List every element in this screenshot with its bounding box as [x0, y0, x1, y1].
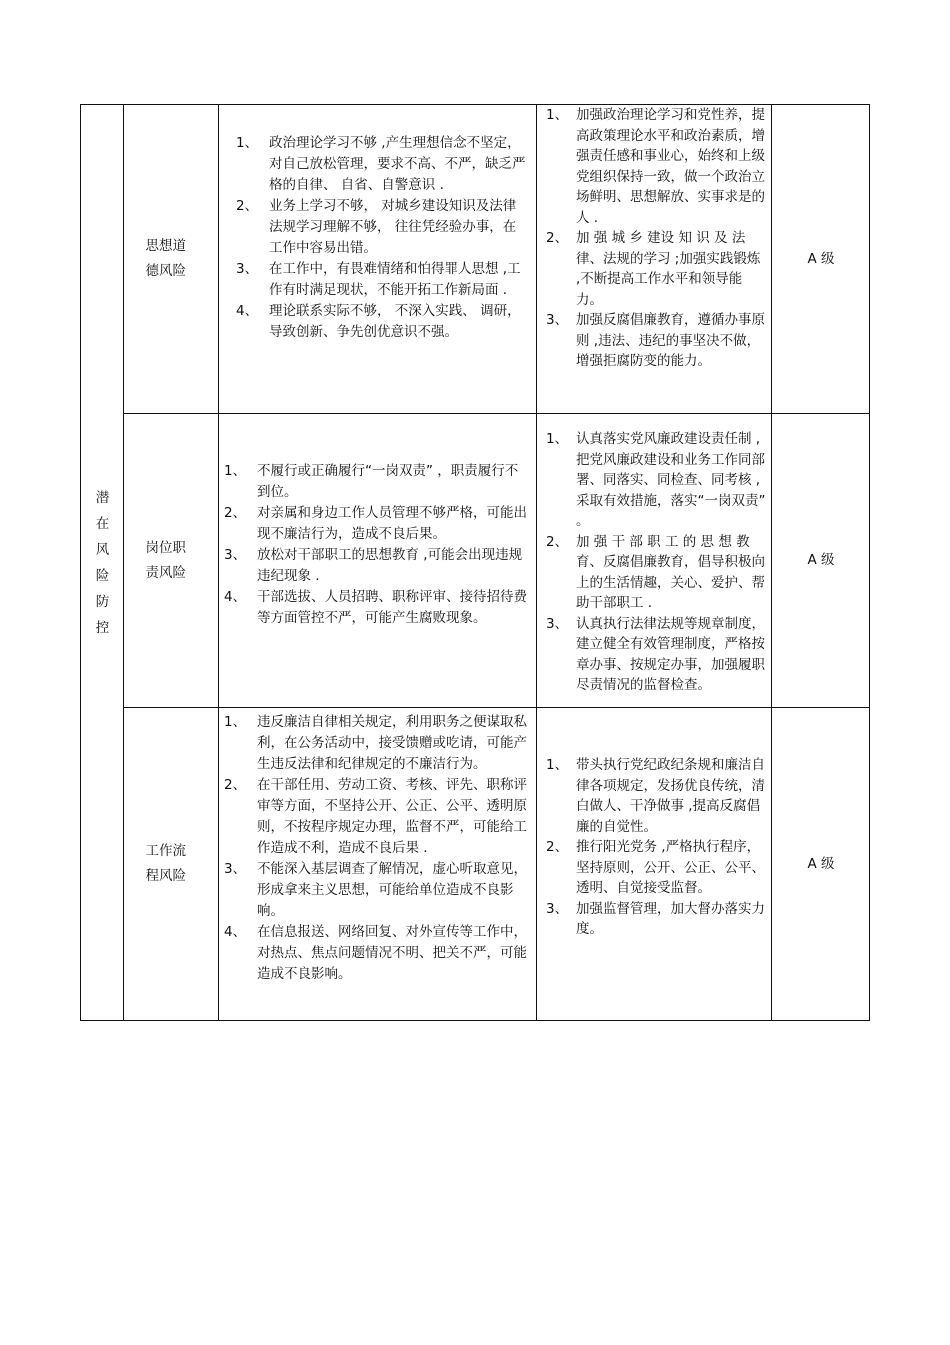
- item-number: 3、: [546, 312, 569, 328]
- measure-cell: [546, 753, 768, 940]
- list-item: [224, 775, 528, 859]
- list-item: [546, 105, 768, 228]
- list-item: [236, 259, 528, 301]
- risk-name-cell: [124, 105, 219, 413]
- item-text: 对亲属和身边工作人员管理不够严格，可能出现不廉洁行为，造成不良后果。: [257, 505, 527, 542]
- measure-cell: [546, 427, 768, 696]
- risk-name-cell: [124, 414, 219, 707]
- risk-level-cell: [773, 414, 869, 707]
- item-text: 加强监督管理，加大督办落实力度。: [576, 900, 765, 937]
- risk-name: 思想道德风险: [145, 238, 186, 279]
- item-number: 1、: [224, 463, 247, 479]
- item-text: 放松对干部职工的思想教育 ,可能会出现违规违纪现象 .: [257, 547, 523, 584]
- item-text: 业务上学习不够， 对城乡建设知识及法律法规学习理解不够， 往往凭经验办事，在工作中容易出错。: [269, 198, 517, 256]
- risk-description-cell: [236, 131, 528, 343]
- item-number: 1、: [236, 135, 259, 151]
- item-text: 加强政治理论学习和党性养，提高政策理论水平和政治素质，增强责任感和事业心，始终和上级党组织保持一致，做一个政治立场鲜明、思想解放、实事求是的人 .: [576, 107, 765, 226]
- risk-name: 工作流程风险: [145, 843, 186, 884]
- item-text: 带头执行党纪政纪条规和廉洁自律各项规定，发扬优良传统，清白做人、干净做事 ,提高反腐倡廉的自觉性。: [576, 757, 765, 835]
- list-item: [224, 712, 528, 775]
- list-item: [236, 133, 528, 196]
- column-divider: [536, 105, 537, 1020]
- item-number: 2、: [546, 230, 569, 246]
- list-item: [546, 228, 768, 310]
- item-text: 在信息报送、网络回复、对外宣传等工作中，对热点、焦点问题情况不明、把关不严，可能造成不良影响。: [257, 924, 527, 982]
- item-text: 加强反腐倡廉教育，遵循办事原则 ,违法、违纪的事坚决不做，增强拒腐防变的能力。: [576, 312, 765, 369]
- list-item: [224, 922, 528, 985]
- risk-level-cell: [773, 708, 869, 1020]
- item-number: 1、: [224, 714, 247, 730]
- list-item: [546, 614, 768, 696]
- list-item: [546, 310, 768, 372]
- risk-name: 岗位职责风险: [145, 539, 186, 581]
- item-number: 2、: [224, 505, 247, 521]
- item-number: 3、: [236, 261, 259, 277]
- item-number: 2、: [546, 533, 569, 550]
- item-number: 2、: [546, 839, 569, 855]
- list-item: [224, 503, 528, 545]
- item-number: 3、: [224, 861, 247, 877]
- list-item: [546, 429, 768, 532]
- list-item: [546, 899, 768, 940]
- category-cell: [81, 105, 124, 1020]
- item-text: 违反廉洁自律相关规定，利用职务之便谋取私利，在公务活动中，接受馈赠或吃请，可能产生违反法律和纪律规定的不廉洁行为。: [257, 714, 527, 772]
- risk-name-cell: [124, 708, 219, 1020]
- item-number: 3、: [546, 615, 569, 632]
- item-number: 4、: [224, 589, 247, 605]
- item-number: 2、: [224, 777, 247, 793]
- item-number: 4、: [224, 924, 247, 940]
- item-number: 1、: [546, 431, 569, 447]
- item-number: 1、: [546, 107, 569, 123]
- item-text: 不能深入基层调查了解情况，虚心听取意见，形成拿来主义思想，可能给单位造成不良影响。: [257, 861, 527, 919]
- item-text: 在干部任用、劳动工资、考核、评先、职称评审等方面，不坚持公开、公正、公平、透明原则，不按程序规定办理，监督不严，可能给工作造成不利，造成不良后果 .: [257, 777, 527, 856]
- risk-level: A 级: [807, 552, 835, 568]
- item-text: 认真执行法律法规等规章制度，建立健全有效管理制度，严格按章办事、按规定办事，加强履职尽责情况的监督检查。: [576, 615, 765, 693]
- item-text: 认真落实党风廉政建设责任制 ,把党风廉政建设和业务工作同部署、同落实、同检查、同考核 ,采取有效措施，落实“一岗双责” 。: [576, 431, 766, 529]
- list-item: [236, 196, 528, 259]
- risk-description-cell: [224, 710, 528, 985]
- risk-description-cell: [224, 459, 528, 629]
- item-text: 在工作中，有畏难情绪和怕得罪人思想 ,工作有时满足现状，不能开拓工作新局面 .: [269, 261, 521, 298]
- list-item: [546, 532, 768, 614]
- list-item: [546, 755, 768, 837]
- measure-cell: [546, 103, 768, 372]
- item-number: 4、: [236, 303, 259, 319]
- list-item: [546, 837, 768, 899]
- list-item: [224, 545, 528, 587]
- list-item: [224, 587, 528, 629]
- list-item: [224, 859, 528, 922]
- row-divider: [123, 413, 869, 414]
- item-text: 干部选拔、人员招聘、职称评审、接待招待费等方面管控不严，可能产生腐败现象。: [257, 589, 527, 626]
- item-number: 3、: [546, 900, 569, 917]
- row-divider: [123, 707, 869, 708]
- category-label: 潜在风险防控: [95, 489, 110, 636]
- risk-control-table: [80, 104, 870, 1021]
- item-number: 3、: [224, 547, 247, 563]
- item-text: 政治理论学习不够 ,产生理想信念不坚定，对自己放松管理，要求不高、不严，缺乏严格的自律、 自省、自警意识 .: [269, 135, 526, 193]
- item-text: 不履行或正确履行“一岗双责” ，职责履行不到位。: [257, 463, 519, 500]
- list-item: [236, 301, 528, 343]
- item-text: 理论联系实际不够， 不深入实践、 调研，导致创新、争先创优意识不强。: [269, 303, 521, 340]
- risk-level-cell: [773, 105, 869, 413]
- item-text: 加 强 干 部 职 工 的 思 想 教育、反腐倡廉教育，倡导积极向上的生活情趣，关心、爱护、帮助干部职工 .: [576, 533, 765, 611]
- item-number: 1、: [546, 757, 569, 773]
- item-text: 推行阳光党务 ,严格执行程序，坚持原则，公开、公正、公平、透明、自觉接受监督。: [576, 839, 765, 896]
- risk-level: A 级: [807, 855, 835, 872]
- risk-level: A 级: [807, 250, 835, 267]
- item-number: 2、: [236, 198, 259, 214]
- item-text: 加 强 城 乡 建设 知 识 及 法律、法规的学习 ;加强实践锻炼 ,不断提高工作水平和领导能力。: [576, 230, 761, 308]
- list-item: [224, 461, 528, 503]
